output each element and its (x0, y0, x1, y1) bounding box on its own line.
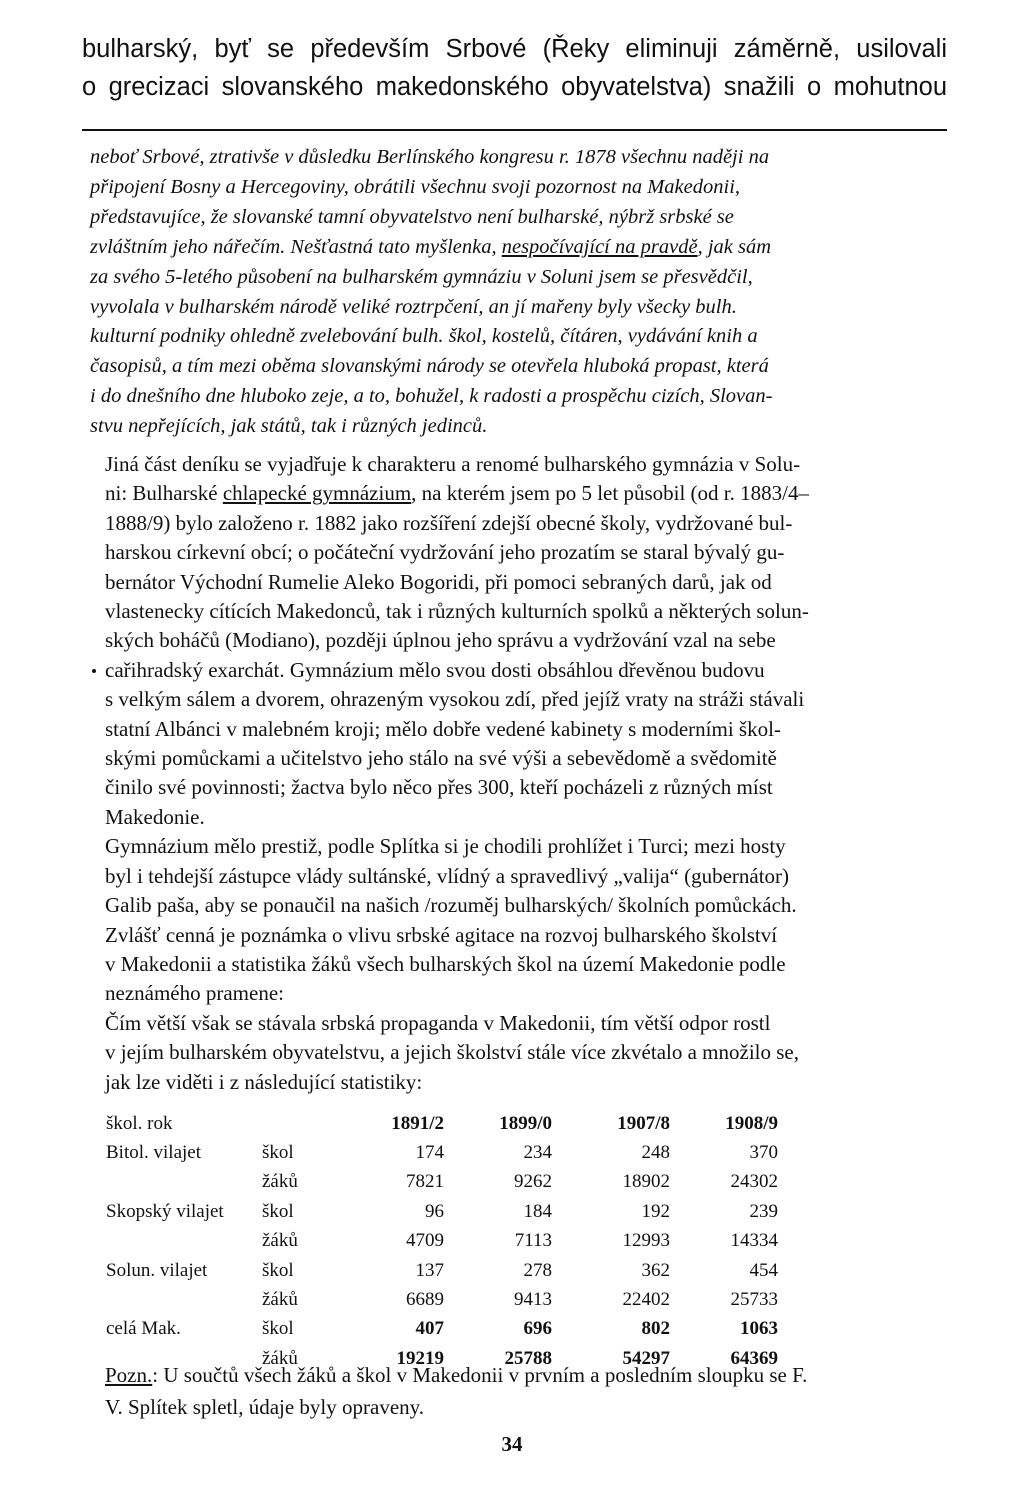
body-line: v Makedonii a statistika žáků všech bulharských škol na území Makedonie podle (105, 951, 786, 976)
table-row (106, 1256, 778, 1285)
body-line: statní Albánci v malebném kroji; mělo dobře vedené kabinety s moderními škol- (105, 716, 781, 741)
body-line: Gymnázium mělo prestiž, podle Splítka si je chodili prohlížet i Turci; mezi hosty (105, 834, 786, 859)
table-cell: škol (262, 1142, 294, 1164)
table-cell: 454 (749, 1259, 778, 1281)
table-cell: 25733 (730, 1289, 778, 1311)
table-cell: 174 (415, 1142, 444, 1164)
body-line: bernátor Východní Rumelie Aleko Bogoridi, při pomoci sebraných darů, jak od (105, 569, 772, 594)
body-line: neznámého pramene: (105, 981, 284, 1006)
table-cell: škol (262, 1318, 294, 1340)
underlined-text: nespočívající na pravdě (501, 235, 698, 258)
table-header-cell: 1891/2 (391, 1112, 444, 1134)
table-row (106, 1197, 778, 1226)
footnote-line: představujíce, že slovanské tamní obyvatelstvo není bulharské, nýbrž srbské se (90, 205, 734, 228)
footnote-line: neboť Srbové, ztrativše v důsledku Berlínského kongresu r. 1878 všechnu naději na (90, 146, 770, 168)
footnote-line: časopisů, a tím mezi oběma slovanskými národy se otevřela hluboká propast, která (90, 355, 769, 378)
table-cell (106, 1168, 262, 1197)
body-line: 1888/9) bylo založeno r. 1882 jako rozšíření zdejší obecné školy, vydržované bul- (105, 510, 793, 535)
table-cell: 407 (415, 1318, 444, 1340)
table-cell: 54297 (622, 1347, 670, 1369)
table-cell: 19219 (396, 1347, 444, 1369)
body-line: vlastenecky cítících Makedonců, tak i různých kulturních spolků a některých solun- (105, 599, 809, 624)
table-cell: žáků (262, 1171, 298, 1193)
table-row (106, 1315, 778, 1344)
note-text: : U součtů všech žáků a škol v Makedonii v prvním a posledním sloupku se F. (152, 1363, 808, 1387)
footnote-line (90, 233, 948, 263)
table-cell: 278 (523, 1259, 552, 1281)
table-cell: 9262 (514, 1171, 552, 1193)
body-line: Zvlášť cenná je poznámka o vlivu srbské agitace na rozvoj bulharského školství (105, 922, 778, 947)
footnote-line: připojení Bosny a Hercegoviny, obrátili všechnu svoji pozornost na Makedonii, (90, 175, 741, 198)
body-line: Makedonie. (105, 804, 205, 829)
table-header-cell (262, 1109, 314, 1138)
text-span: , jak sám (697, 235, 772, 258)
table-cell: 22402 (622, 1289, 670, 1311)
body-line: Čím větší však se stávala srbská propaganda v Makedonii, tím větší odpor rostl (105, 1010, 771, 1035)
footnote-line: za svého 5-letého působení na bulharském gymnáziu v Soluni jsem se přesvědčil, (90, 265, 753, 288)
text-span: zvláštním jeho nářečím. Nešťastná tato myšlenka, (90, 235, 502, 258)
body-line: harskou církevní obcí; o počáteční vydržování jeho prozatím se staral bývalý gu- (105, 540, 785, 565)
body-text (105, 450, 948, 1097)
table-cell: žáků (262, 1347, 298, 1369)
table-cell: 234 (523, 1142, 552, 1164)
table-cell: škol (262, 1259, 294, 1281)
table-cell (106, 1227, 262, 1256)
note-line: V. Splítek spletl, údaje byly opraveny. (105, 1395, 425, 1419)
table-cell (106, 1285, 262, 1314)
note-line (105, 1359, 948, 1391)
table-row (106, 1227, 778, 1256)
table-cell: 6689 (406, 1289, 444, 1311)
text-line: bulharský, byť se především Srbové (Řeky eliminuji záměrně, usilovali (82, 35, 947, 63)
body-line: skými pomůckami a učitelstvo jeho stálo na své výši a sebevědomě a svědomitě (105, 746, 777, 771)
table-cell: 184 (523, 1200, 552, 1222)
note (105, 1359, 948, 1423)
table-cell: škol (262, 1200, 294, 1222)
body-line: Jiná část deníku se vyjadřuje k charakteru a renomé bulharského gymnázia v Solu- (105, 452, 801, 476)
table-cell: 9413 (514, 1289, 552, 1311)
body-line: činilo své povinnosti; žactva bylo něco přes 300, kteří pocházeli z různých míst (105, 775, 773, 800)
footnote-line: kulturní podniky ohledně zvelebování bulh. škol, kostelů, čítáren, vydávání knih a (90, 325, 758, 348)
footnote (90, 143, 948, 442)
note-label: Pozn. (105, 1363, 153, 1387)
table-cell: 24302 (730, 1171, 778, 1193)
table-cell: 25788 (504, 1347, 552, 1369)
text-span: ni: Bulharské (105, 481, 223, 506)
table-row (106, 1168, 778, 1197)
body-line: byl i tehdejší zástupce vlády sultánské, vlídný a spravedlivý „valija“ (gubernátor) (105, 863, 790, 888)
table-cell: 370 (749, 1142, 778, 1164)
table-cell: Bitol. vilajet (106, 1142, 201, 1164)
table-cell: žáků (262, 1289, 298, 1311)
table-cell: celá Mak. (106, 1318, 181, 1340)
text-line: o grecizaci slovanského makedonského obyvatelstva) snažili o mohutnou (82, 73, 947, 101)
underlined-text: chlapecké gymnázium (222, 481, 412, 506)
footnote-separator (82, 129, 947, 131)
main-text-top (82, 30, 947, 106)
table-cell: 96 (425, 1200, 444, 1222)
table-cell: 1063 (740, 1318, 778, 1340)
table-row (106, 1285, 778, 1314)
table-row (106, 1138, 778, 1167)
table-cell: Skopský vilajet (106, 1200, 224, 1222)
text-span: , na kterém jsem po 5 let působil (od r. 1883/4– (411, 481, 809, 506)
table-cell: žáků (262, 1230, 298, 1252)
body-line: s velkým sálem a dvorem, ohrazeným vysokou zdí, před jejíž vraty na stráži stávali (105, 687, 805, 712)
table-header-cell: 1908/9 (725, 1112, 778, 1134)
table-cell: Solun. vilajet (106, 1259, 208, 1281)
table-cell: 12993 (622, 1230, 670, 1252)
table-cell: 239 (749, 1200, 778, 1222)
table-header-cell: škol. rok (106, 1112, 173, 1134)
margin-mark (92, 669, 96, 673)
table-header-row (106, 1109, 778, 1138)
body-line: Galib paša, aby se ponaučil na našich /rozuměj bulharských/ školních pomůckách. (105, 893, 797, 918)
footnote-line: stvu nepřejících, jak států, tak i různých jedinců. (90, 415, 488, 438)
body-line: jak lze viděti i z následující statistiky: (105, 1069, 423, 1094)
table-cell: 192 (641, 1200, 670, 1222)
school-statistics-table (106, 1109, 778, 1374)
table-cell: 64369 (730, 1347, 778, 1369)
table-cell: 7821 (406, 1171, 444, 1193)
table-header-cell: 1907/8 (617, 1112, 670, 1134)
table-cell: 7113 (514, 1230, 552, 1252)
footnote-line: i do dnešního dne hluboko zeje, a to, bohužel, k radosti a prospěchu cizích, Slovan- (90, 385, 773, 408)
body-line: v jejím bulharském obyvatelstvu, a jejich školství stále více zkvétalo a množilo se, (105, 1040, 799, 1065)
table-cell: 248 (641, 1142, 670, 1164)
body-line: cařihradský exarchát. Gymnázium mělo svou dosti obsáhlou dřevěnou budovu (105, 657, 765, 682)
table-cell: 362 (641, 1259, 670, 1281)
page-number: 34 (501, 1432, 523, 1456)
table-cell: 4709 (406, 1230, 444, 1252)
table-cell: 696 (523, 1318, 552, 1340)
body-line (105, 479, 948, 508)
table-header-cell: 1899/0 (499, 1112, 552, 1134)
body-line: ských boháčů (Modiano), později úplnou jeho správu a vydržování vzal na sebe (105, 628, 776, 653)
table-cell: 18902 (622, 1171, 670, 1193)
footnote-line: vyvolala v bulharském národě veliké roztrpčení, an jí mařeny byly všecky bulh. (90, 295, 737, 318)
table-cell: 802 (641, 1318, 670, 1340)
table-cell: 137 (415, 1259, 444, 1281)
table-cell: 14334 (730, 1230, 778, 1252)
